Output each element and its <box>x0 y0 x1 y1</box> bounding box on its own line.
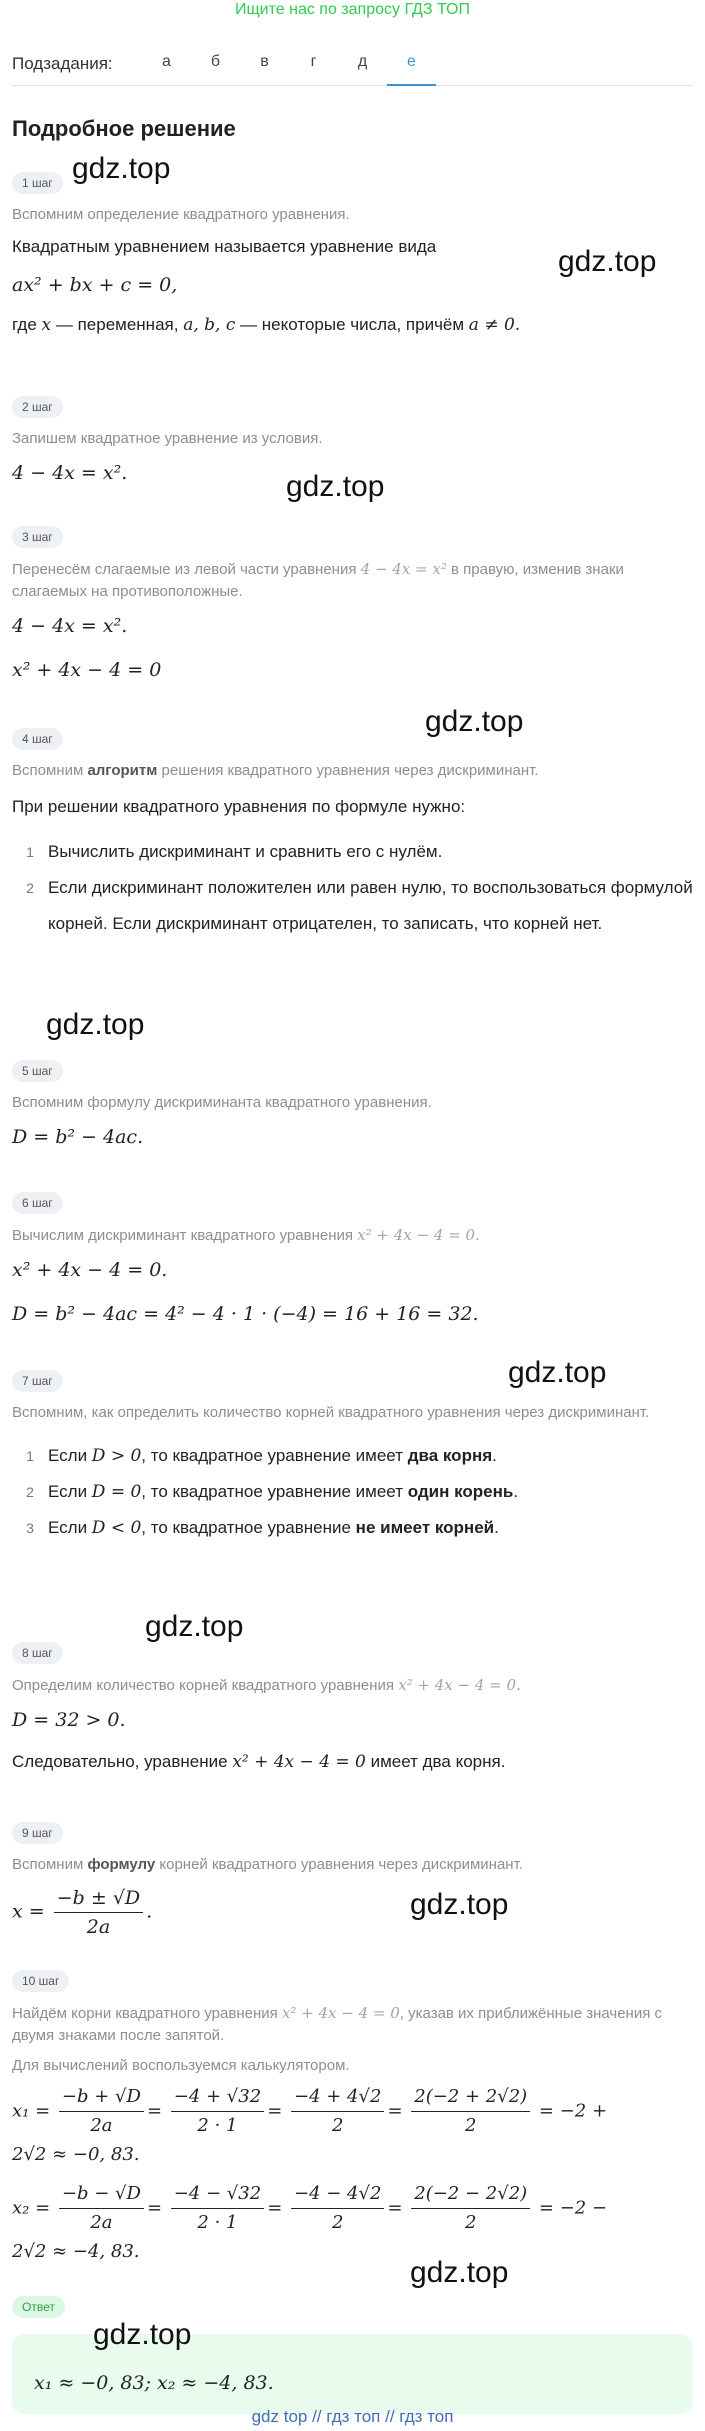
step-formula: 4 − 4x = x². <box>12 462 128 484</box>
tab-d[interactable]: д <box>357 52 368 70</box>
watermark: gdz.top <box>93 2318 192 2351</box>
root-x1-formula: x₁ = $\frac{-b + √D}{2a}$ = $\frac{-4 + √32}{2 \cdot 1}$ = $\frac{-4 + 4√2}{2}$ = $\frac{2(-2 + 2√2)}{2}$ = −2 + 2√2 ≈ −0, 83. <box>12 2083 693 2170</box>
step-text: где x — переменная, a, b, c — некоторые числа, причём a ≠ 0. <box>12 315 521 335</box>
step-7 <box>12 1370 693 1546</box>
tab-e[interactable]: е <box>387 42 436 86</box>
step-hint: Вспомним формулу корней квадратного уравнения через дискриминант. <box>12 1856 523 1873</box>
watermark: gdz.top <box>145 1610 244 1643</box>
tab-v[interactable]: в <box>260 52 269 70</box>
watermark: gdz.top <box>72 152 171 185</box>
watermark: gdz.top <box>286 470 385 503</box>
step-formula: D = b² − 4ac = 4² − 4 · 1 · (−4) = 16 + 16 = 32. <box>12 1303 479 1325</box>
answer-section <box>12 2296 693 2318</box>
tab-g[interactable]: г <box>310 52 317 70</box>
step-5 <box>12 1060 693 1152</box>
list-item: 1 Если D > 0, то квадратное уравнение имеет два корня. <box>26 1446 497 1466</box>
step-badge: 1 шаг <box>12 172 63 194</box>
watermark: gdz.top <box>46 1008 145 1041</box>
algorithm-list <box>12 834 693 942</box>
step-hint: Запишем квадратное уравнение из условия. <box>12 430 323 447</box>
step-badge: 2 шаг <box>12 396 63 418</box>
list-item: 1 Вычислить дискриминант и сравнить его с нулём. <box>26 842 443 861</box>
subtask-tabs <box>12 42 693 86</box>
tab-b[interactable]: б <box>210 52 221 70</box>
answer-text: x₁ ≈ −0, 83; x₂ ≈ −4, 83. <box>34 2372 274 2394</box>
step-text: Квадратным уравнением называется уравнение вида <box>12 237 437 256</box>
answer-badge: Ответ <box>12 2296 65 2318</box>
step-hint: Вспомним, как определить количество корней квадратного уравнения через дискриминант. <box>12 1404 650 1421</box>
step-badge: 3 шаг <box>12 526 63 548</box>
step-formula: ax² + bx + c = 0, <box>12 274 178 296</box>
step-badge: 7 шаг <box>12 1370 63 1392</box>
top-search-link[interactable]: Ищите нас по запросу ГДЗ ТОП <box>235 1 470 18</box>
step-4 <box>12 728 693 942</box>
step-formula: 4 − 4x = x². <box>12 615 128 637</box>
watermark: gdz.top <box>425 705 524 738</box>
step-hint: Вспомним определение квадратного уравнения. <box>12 206 350 223</box>
step-8 <box>12 1642 693 1775</box>
step-hint: Вычислим дискриминант квадратного уравнения x² + 4x − 4 = 0. <box>12 1226 480 1244</box>
tab-a[interactable]: а <box>162 52 171 70</box>
list-item: 2 Если D = 0, то квадратное уравнение имеет один корень. <box>26 1482 519 1502</box>
step-formula: D = b² − 4ac. <box>12 1126 144 1148</box>
watermark: gdz.top <box>558 245 657 278</box>
list-item: 2 Если дискриминант положителен или равен нулю, то воспользоваться формулой корней. Если дискриминант отрицателен, то записать, что корней нет. <box>26 878 693 933</box>
watermark: gdz.top <box>410 2256 509 2289</box>
watermark: gdz.top <box>508 1356 607 1389</box>
subtask-tabs-label: Подзадания: <box>12 53 113 73</box>
roots-count-list <box>12 1438 693 1546</box>
step-hint: Для вычислений воспользуемся калькулятором. <box>12 2057 350 2074</box>
step-text: При решении квадратного уравнения по формуле нужно: <box>12 797 466 816</box>
step-hint: Перенесём слагаемые из левой части уравнения 4 − 4x = x² в правую, изменив знаки слагаемых на противоположные. <box>12 560 624 600</box>
step-badge: 4 шаг <box>12 728 63 750</box>
step-6 <box>12 1192 693 1329</box>
step-badge: 10 шаг <box>12 1970 69 1992</box>
root-x2-formula: x₂ = $\frac{-b - √D}{2a}$ = $\frac{-4 - √32}{2 \cdot 1}$ = $\frac{-4 - 4√2}{2}$ = $\frac{2(-2 - 2√2)}{2}$ = −2 − 2√2 ≈ −4, 83. <box>12 2180 693 2267</box>
step-hint: Вспомним алгоритм решения квадратного уравнения через дискриминант. <box>12 762 539 779</box>
step-badge: 9 шаг <box>12 1822 63 1844</box>
step-badge: 6 шаг <box>12 1192 63 1214</box>
step-formula: x² + 4x − 4 = 0 <box>12 659 162 681</box>
step-hint: Вспомним формулу дискриминанта квадратного уравнения. <box>12 1094 432 1111</box>
watermark: gdz.top <box>410 1888 509 1921</box>
step-text: Следовательно, уравнение x² + 4x − 4 = 0 имеет два корня. <box>12 1752 506 1772</box>
step-formula: x² + 4x − 4 = 0. <box>12 1259 168 1281</box>
list-item: 3 Если D < 0, то квадратное уравнение не имеет корней. <box>26 1518 499 1538</box>
roots-formula: x = $\frac{-b \pm √D}{2a}$ . <box>12 1884 693 1941</box>
footer-links[interactable]: gdz top // гдз топ // гдз топ <box>251 2407 454 2426</box>
step-10 <box>12 1970 693 2267</box>
step-badge: 5 шаг <box>12 1060 63 1082</box>
step-hint: Определим количество корней квадратного уравнения x² + 4x − 4 = 0. <box>12 1676 521 1694</box>
step-3 <box>12 526 693 685</box>
step-badge: 8 шаг <box>12 1642 63 1664</box>
step-hint: Найдём корни квадратного уравнения x² + 4x − 4 = 0, указав их приближённые значения с двумя знаками после запятой. <box>12 2004 663 2044</box>
solution-title: Подробное решение <box>12 116 236 141</box>
step-formula: D = 32 > 0. <box>12 1709 126 1731</box>
step-9 <box>12 1822 693 1941</box>
